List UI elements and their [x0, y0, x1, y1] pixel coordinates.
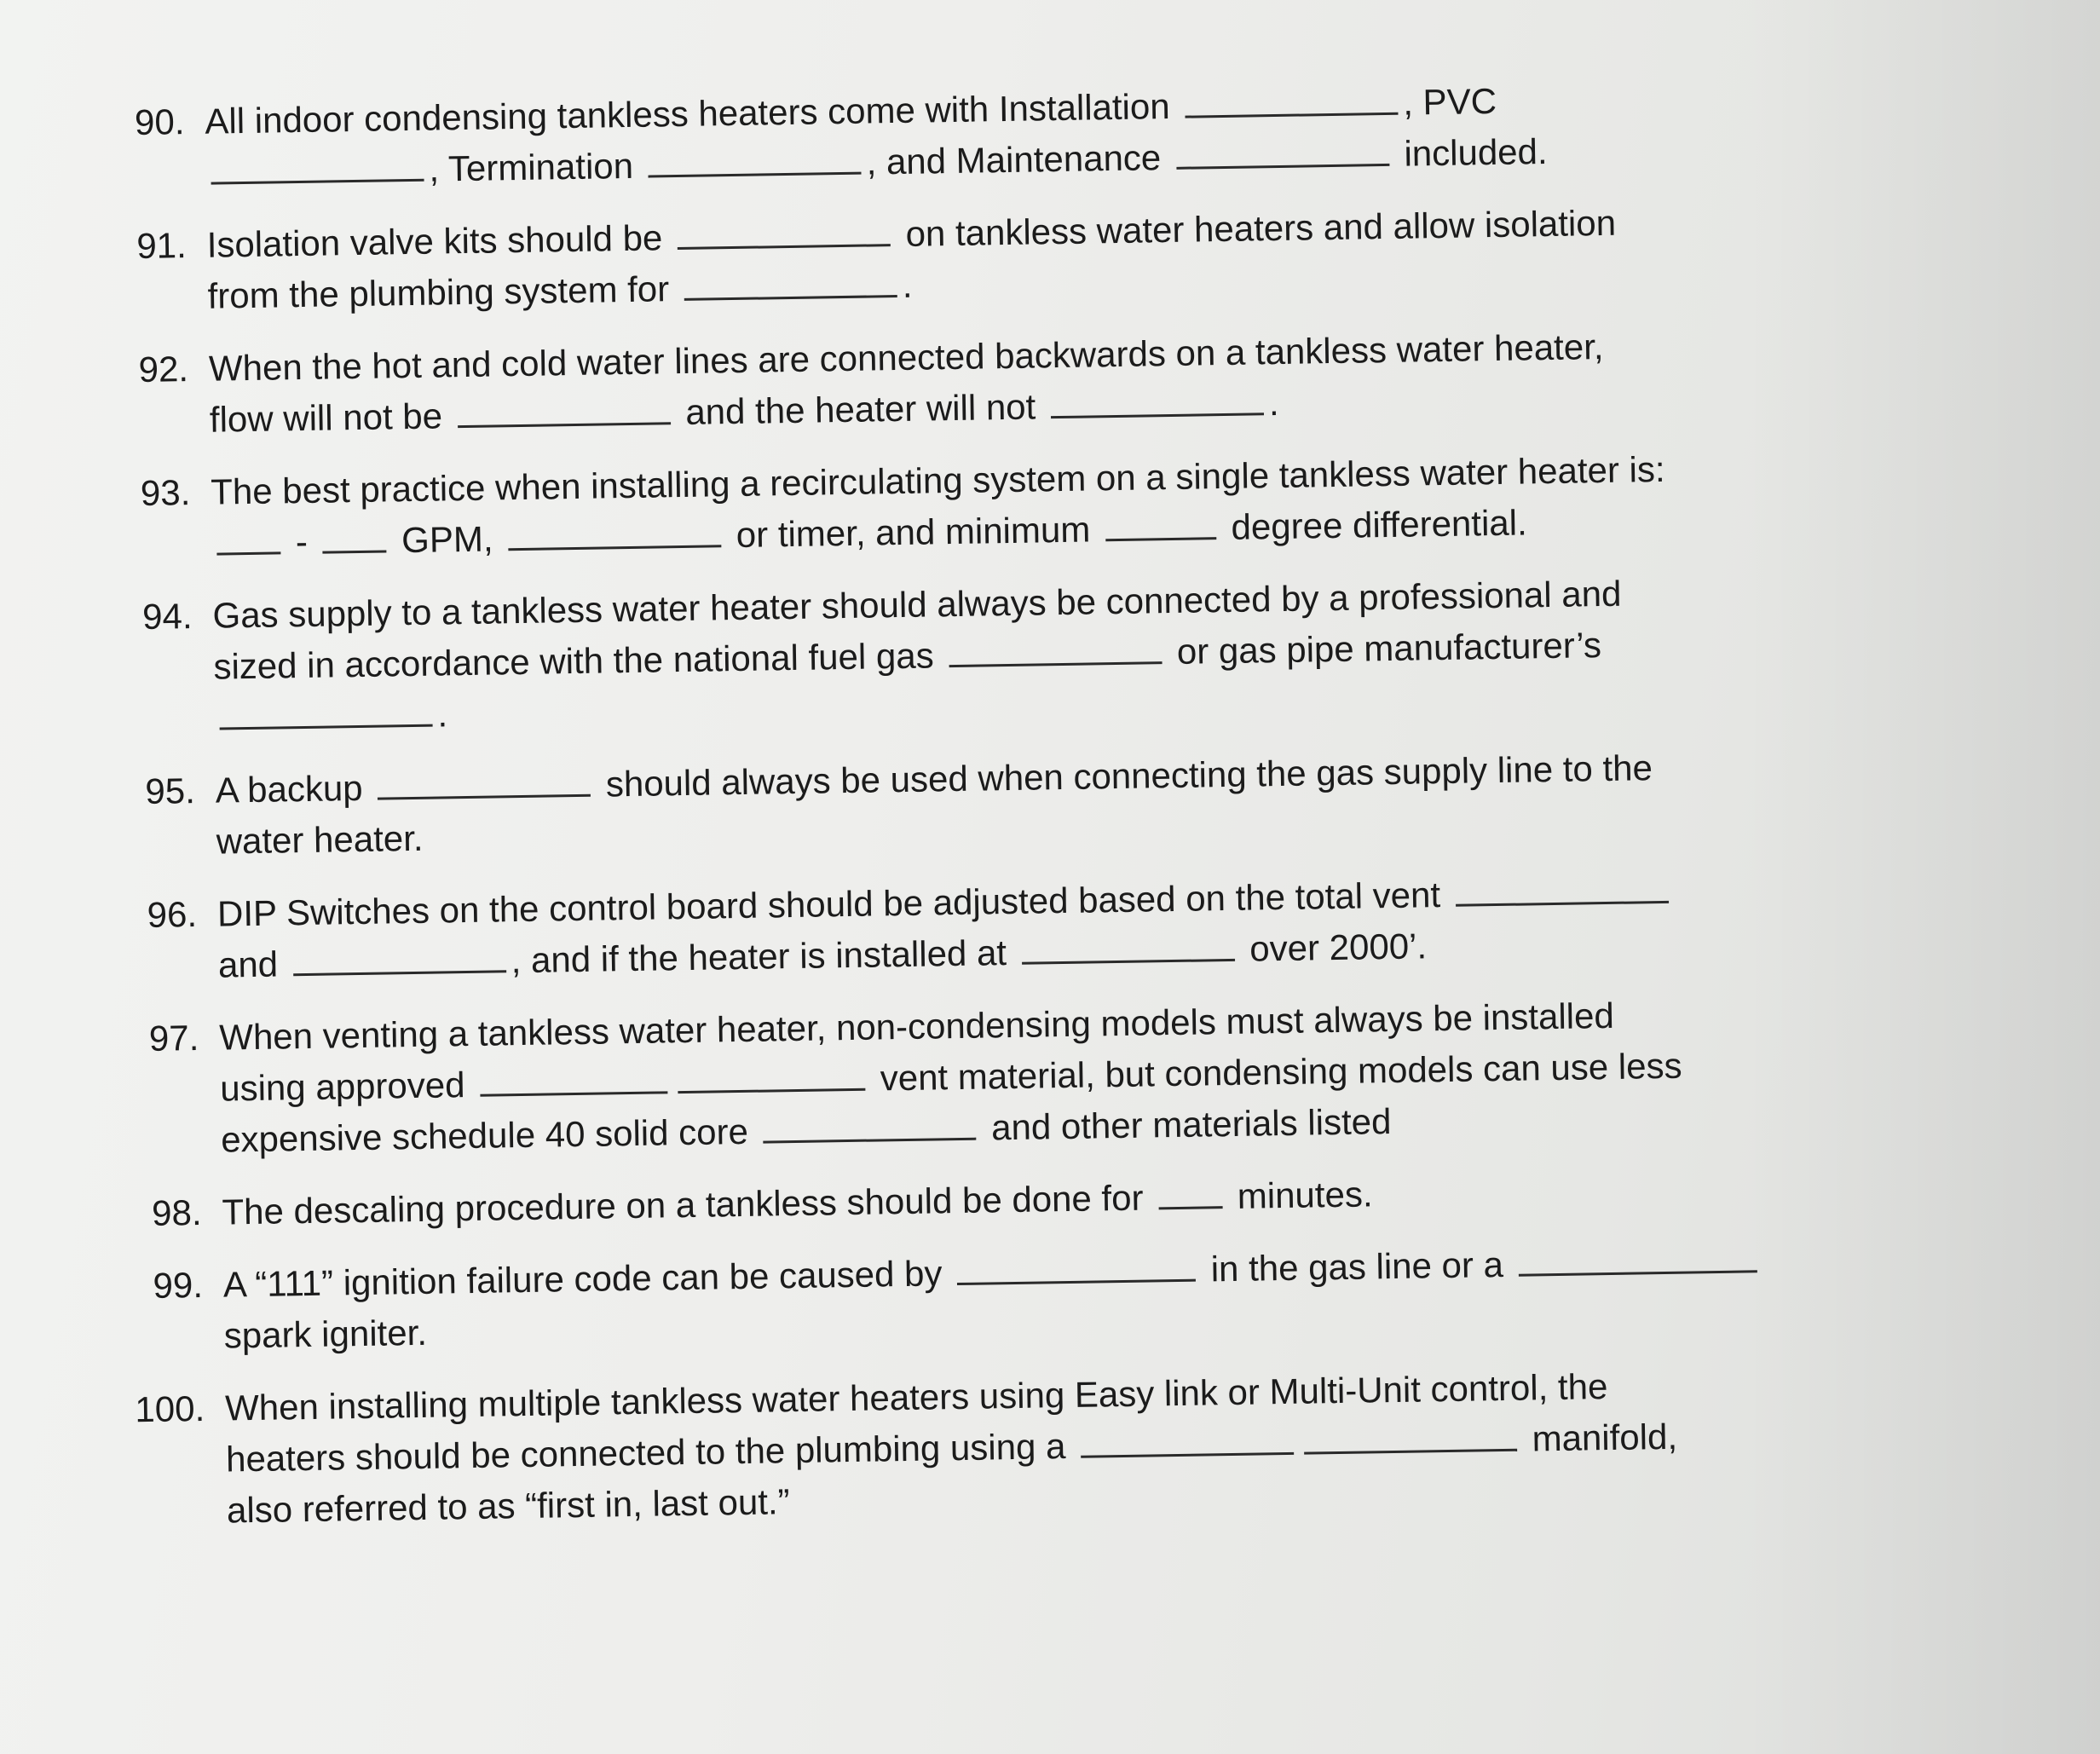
- answer-blank[interactable]: [763, 1104, 977, 1144]
- question-line: [222, 1159, 2009, 1238]
- question-97: [96, 984, 2008, 1168]
- question-90: [82, 68, 1993, 200]
- question-93: [88, 439, 1999, 571]
- question-text: [211, 439, 1999, 569]
- answer-blank[interactable]: [949, 627, 1162, 667]
- answer-blank[interactable]: [1105, 503, 1216, 541]
- question-number: 92.: [138, 349, 189, 389]
- text-segment: When the hot and cold water lines are connected backwards on a tankless water heater,: [208, 326, 1604, 389]
- text-segment: using approved: [219, 1064, 476, 1109]
- answer-blank[interactable]: [684, 261, 897, 301]
- question-text: [212, 563, 2001, 744]
- question-number: 98.: [151, 1191, 202, 1233]
- answer-blank[interactable]: [678, 210, 891, 250]
- text-segment: A “111” ignition failure code can be caused by: [222, 1253, 953, 1305]
- text-segment: water heater.: [216, 817, 424, 862]
- question-text: [209, 315, 1997, 446]
- answer-blank[interactable]: [480, 1057, 668, 1096]
- question-number: 97.: [148, 1017, 199, 1059]
- text-segment: .: [902, 264, 913, 305]
- answer-blank[interactable]: [1175, 130, 1389, 170]
- text-segment: GPM,: [391, 518, 504, 561]
- text-segment: .: [437, 694, 448, 735]
- question-98: [99, 1159, 2009, 1240]
- answer-blank[interactable]: [648, 138, 862, 178]
- question-99: [100, 1232, 2011, 1364]
- text-segment: and the heater will not: [675, 386, 1047, 433]
- text-segment: All indoor condensing tankless heaters come with Installation: [205, 85, 1180, 141]
- answer-blank[interactable]: [957, 1245, 1197, 1285]
- text-segment: , PVC: [1402, 80, 1497, 123]
- text-segment: The descaling procedure on a tankless should be done for: [222, 1177, 1154, 1232]
- text-segment: A backup: [215, 767, 373, 811]
- question-text: [217, 861, 2005, 991]
- text-segment: from the plumbing system for: [207, 268, 680, 316]
- text-segment: When venting a tankless water heater, non-condensing models must always be installed: [218, 995, 1615, 1058]
- text-segment: minutes.: [1226, 1174, 1373, 1217]
- answer-blank[interactable]: [219, 690, 433, 730]
- text-segment: or timer, and minimum: [725, 509, 1101, 556]
- answer-blank[interactable]: [322, 516, 387, 553]
- text-segment: , and if the heater is installed at: [511, 932, 1018, 981]
- text-segment: or gas pipe manufacturer’s: [1166, 625, 1602, 672]
- answer-blank[interactable]: [457, 388, 671, 428]
- question-94: [89, 563, 2001, 746]
- text-segment: should always be used when connecting the gas supply line to the: [595, 747, 1653, 805]
- question-text: [215, 737, 2003, 868]
- question-number: 93.: [140, 472, 191, 513]
- text-segment: Gas supply to a tankless water heater should always be connected by a professional and: [212, 573, 1622, 636]
- answer-blank[interactable]: [378, 760, 591, 800]
- question-text: [222, 1232, 2011, 1362]
- answer-blank[interactable]: [292, 936, 506, 976]
- text-segment: heaters should be connected to the plumbing using a: [225, 1425, 1076, 1480]
- text-segment: The best practice when installing a recirculating system on a single tankless water heater is:: [210, 448, 1665, 512]
- answer-blank[interactable]: [1158, 1172, 1223, 1209]
- answer-blank[interactable]: [678, 1054, 866, 1093]
- answer-blank[interactable]: [508, 511, 722, 551]
- question-number: 100.: [135, 1388, 205, 1430]
- question-text: [222, 1159, 2009, 1238]
- answer-blank[interactable]: [1081, 1418, 1295, 1458]
- question-list: [82, 68, 2014, 1560]
- text-segment: When installing multiple tankless water heaters using Easy link or Multi-Unit control, the: [224, 1366, 1608, 1428]
- text-segment: vent material, but condensing models can use less: [869, 1045, 1682, 1099]
- text-segment: included.: [1393, 131, 1548, 174]
- text-segment: manifold,: [1521, 1416, 1678, 1459]
- text-segment: degree differential.: [1220, 502, 1528, 548]
- text-segment: flow will not be: [209, 395, 453, 440]
- question-number: 96.: [147, 893, 198, 935]
- text-segment: Isolation valve kits should be: [206, 217, 673, 265]
- question-number: 95.: [145, 770, 196, 811]
- question-number: 90.: [134, 101, 185, 143]
- question-text: [225, 1355, 2014, 1537]
- question-92: [86, 315, 1997, 447]
- text-segment: and other materials listed: [981, 1101, 1392, 1148]
- question-91: [84, 192, 1994, 324]
- question-text: [206, 192, 1994, 322]
- text-segment: sized in accordance with the national fuel gas: [213, 635, 944, 687]
- answer-blank[interactable]: [216, 517, 281, 555]
- question-text: [219, 984, 2008, 1166]
- text-segment: , Termination: [428, 145, 644, 189]
- answer-blank[interactable]: [211, 145, 424, 185]
- text-segment: on tankless water heaters and allow isolation: [895, 202, 1617, 255]
- question-95: [92, 737, 2003, 869]
- text-segment: spark igniter.: [223, 1312, 428, 1356]
- text-segment: over 2000’.: [1239, 926, 1428, 969]
- question-96: [95, 861, 2005, 993]
- answer-blank[interactable]: [1455, 867, 1669, 907]
- text-segment: DIP Switches on the control board should be adjusted based on the total vent: [216, 874, 1451, 934]
- text-segment: in the gas line or a: [1200, 1243, 1514, 1290]
- text-segment: -: [285, 521, 318, 563]
- answer-blank[interactable]: [1518, 1236, 1757, 1276]
- question-number: 91.: [136, 225, 188, 267]
- answer-blank[interactable]: [1185, 78, 1399, 118]
- question-100: [102, 1355, 2014, 1538]
- answer-blank[interactable]: [1021, 925, 1235, 965]
- text-segment: and: [217, 943, 289, 985]
- question-number: 94.: [141, 596, 193, 637]
- text-segment: expensive schedule 40 solid core: [220, 1111, 759, 1160]
- text-segment: .: [1268, 382, 1279, 424]
- answer-blank[interactable]: [1050, 378, 1264, 418]
- text-segment: , and Maintenance: [866, 136, 1172, 182]
- text-segment: also referred to as “first in, last out.”: [226, 1481, 790, 1531]
- question-number: 99.: [153, 1264, 204, 1306]
- question-text: [205, 68, 1993, 199]
- answer-blank[interactable]: [1304, 1415, 1518, 1455]
